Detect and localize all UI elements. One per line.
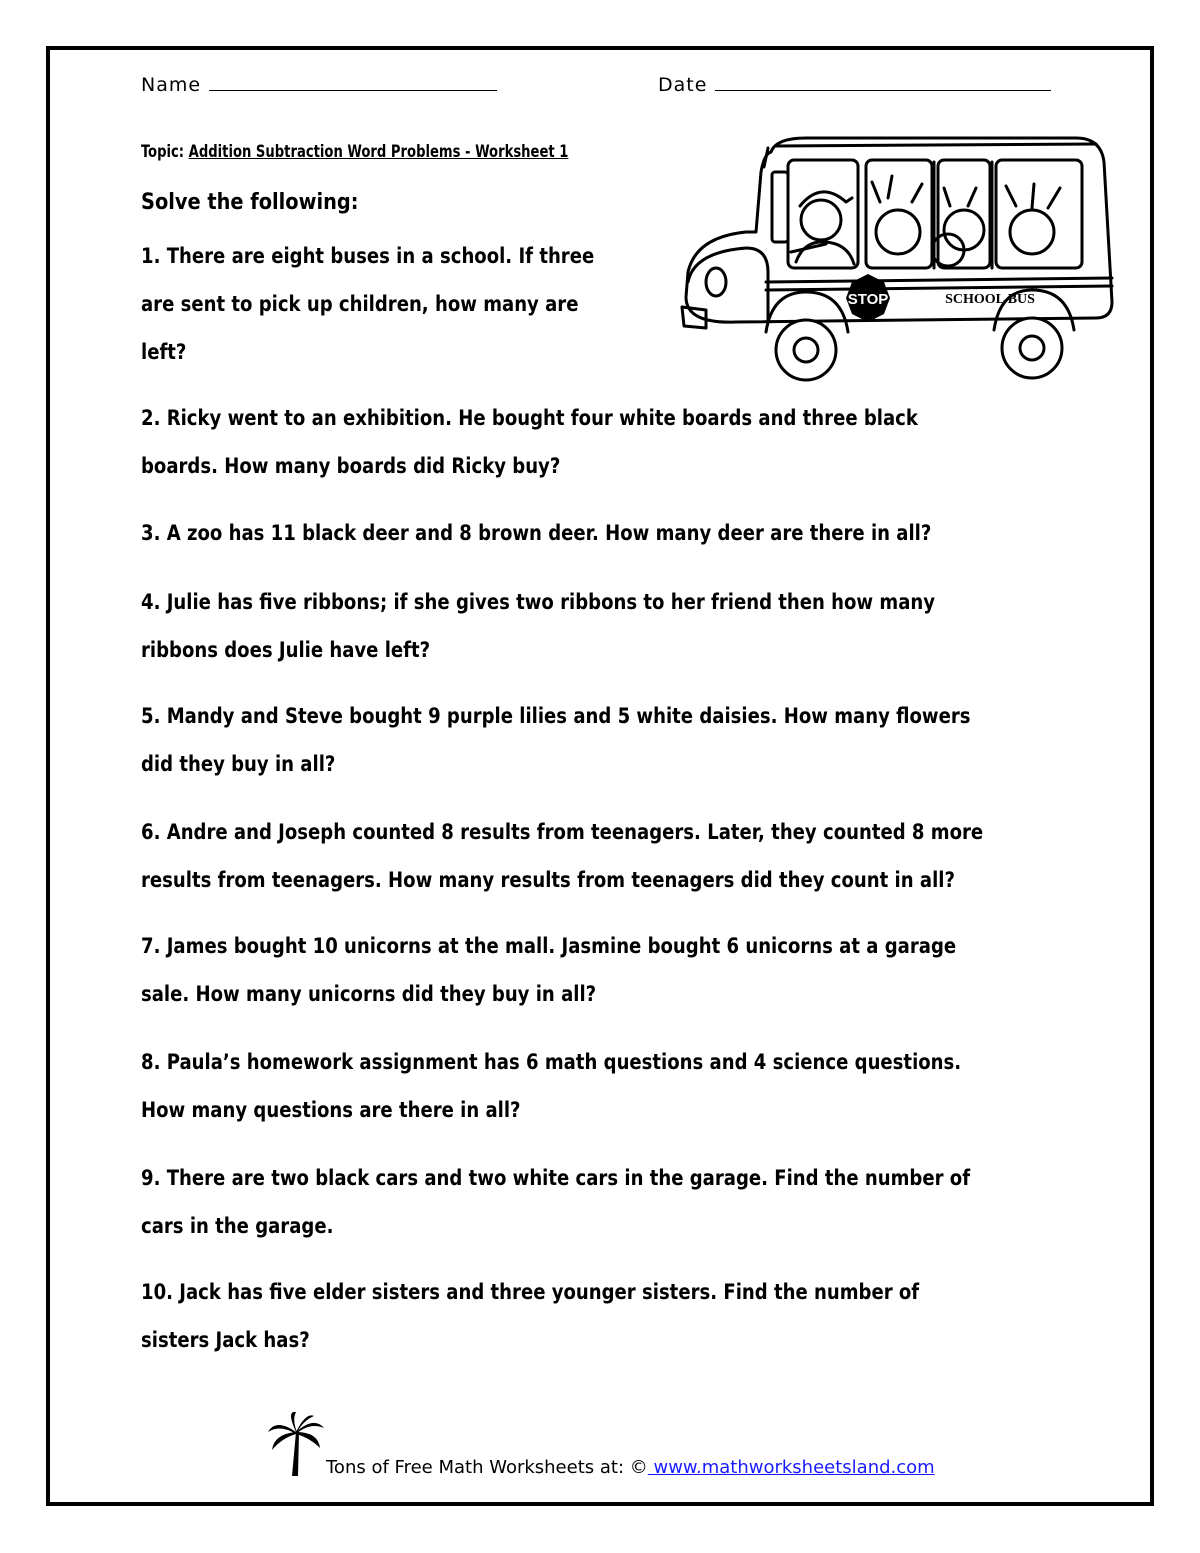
question-6 <box>141 808 983 904</box>
topic-heading <box>141 142 568 162</box>
footer-link[interactable]: www.mathworksheetsland.com <box>647 1457 935 1478</box>
question-8-line-2: How many questions are there in all? <box>141 1098 521 1122</box>
question-6-line-2: results from teenagers. How many results from teenagers did they count in all? <box>141 868 955 892</box>
question-8-line-1: 8. Paula’s homework assignment has 6 math questions and 4 science questions. <box>141 1050 962 1074</box>
footer <box>326 1457 935 1478</box>
question-2-line-2: boards. How many boards did Ricky buy? <box>141 454 561 478</box>
date-field[interactable] <box>658 72 1051 96</box>
question-1-line-2: are sent to pick up children, how many are <box>141 292 579 316</box>
question-4 <box>141 578 935 674</box>
date-blank-line[interactable] <box>715 72 1051 91</box>
question-1-line-1: 1. There are eight buses in a school. If three <box>141 244 595 268</box>
question-1 <box>141 232 594 376</box>
name-label: Name <box>141 74 202 96</box>
question-7 <box>141 922 956 1018</box>
question-10-line-2: sisters Jack has? <box>141 1328 310 1352</box>
question-10 <box>141 1268 919 1364</box>
question-5 <box>141 692 971 788</box>
question-9-line-1: 9. There are two black cars and two white cars in the garage. Find the number of <box>141 1166 971 1190</box>
question-7-line-2: sale. How many unicorns did they buy in all? <box>141 982 597 1006</box>
question-9 <box>141 1154 970 1250</box>
question-1-line-3: left? <box>141 340 187 364</box>
topic-label: Topic: <box>141 142 185 162</box>
question-2 <box>141 394 918 490</box>
name-blank-line[interactable] <box>209 72 497 91</box>
question-2-line-1: 2. Ricky went to an exhibition. He bought four white boards and three black <box>141 406 918 430</box>
question-4-line-2: ribbons does Julie have left? <box>141 638 431 662</box>
question-10-line-1: 10. Jack has five elder sisters and three younger sisters. Find the number of <box>141 1280 920 1304</box>
question-3 <box>141 509 931 557</box>
question-4-line-1: 4. Julie has five ribbons; if she gives two ribbons to her friend then how many <box>141 590 936 614</box>
question-6-line-1: 6. Andre and Joseph counted 8 results from teenagers. Later, they counted 8 more <box>141 820 984 844</box>
question-3-line-1: 3. A zoo has 11 black deer and 8 brown deer. How many deer are there in all? <box>141 521 932 545</box>
school-bus-sign-text: SCHOOL BUS <box>945 292 1035 307</box>
stop-sign-text: STOP <box>847 291 889 308</box>
question-7-line-1: 7. James bought 10 unicorns at the mall. Jasmine bought 6 unicorns at a garage <box>141 934 957 958</box>
date-label: Date <box>658 74 708 96</box>
school-bus-illustration <box>676 132 1122 386</box>
footer-text: Tons of Free Math Worksheets at: © <box>326 1457 648 1478</box>
question-5-line-1: 5. Mandy and Steve bought 9 purple lilies and 5 white daisies. How many flowers <box>141 704 971 728</box>
name-field[interactable] <box>141 72 497 96</box>
question-9-line-2: cars in the garage. <box>141 1214 334 1238</box>
palm-tree-icon <box>266 1410 326 1480</box>
topic-title: Addition Subtraction Word Problems - Worksheet 1 <box>188 142 569 162</box>
instructions: Solve the following: <box>141 190 359 215</box>
question-8 <box>141 1038 961 1134</box>
question-5-line-2: did they buy in all? <box>141 752 336 776</box>
